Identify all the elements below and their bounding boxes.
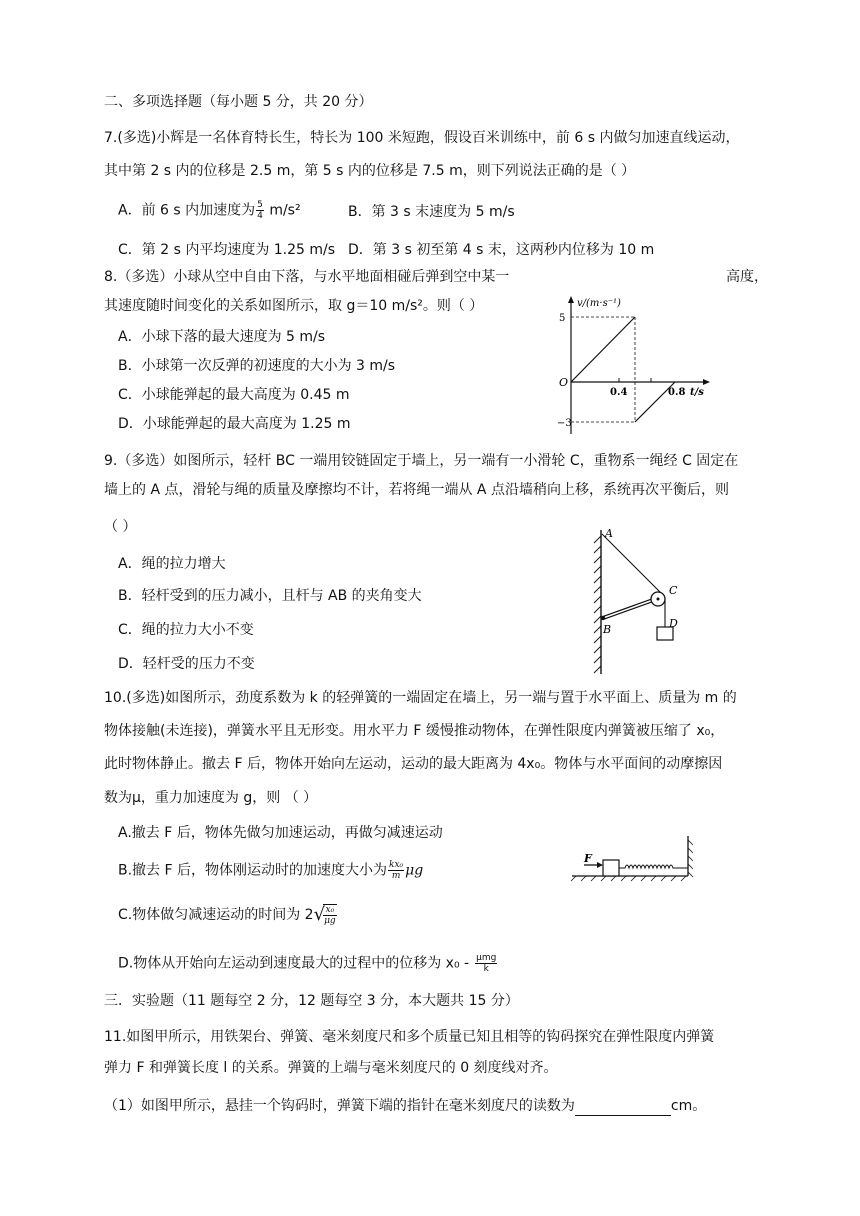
force-label: F [584,852,592,865]
q7-stem-line-1: 7.(多选)小辉是一名体育特长生，特长为 100 米短跑，假设百米训练中，前 6 s 内做匀加速直线运动， [104,130,740,146]
label-c: C [669,584,678,597]
q10-stem-line-2: 物体接触(未连接)，弹簧水平且无形变。用水平力 F 缓慢推动物体，在弹性限度内弹簧被压缩了 x₀， [104,723,725,739]
q7-option-a [118,200,301,221]
q9-option-d: D．轻杆受的压力不变 [118,656,255,672]
label-a: A [605,527,613,540]
q8-stem-line-1: 8.（多选）小球从空中自由下落，与水平地面相碰后弹到空中某一 [104,269,510,285]
q10-option-d-denominator: k [483,964,489,974]
q7-option-a-text: A．前 6 s 内加速度为 [118,202,256,219]
q11-sub-1 [104,1096,706,1116]
section-3-heading: 三．实验题（11 题每空 2 分，12 题每空 3 分，本大题共 15 分） [104,993,519,1009]
q8-stem-line-1-end: 高度， [726,269,768,285]
q9-option-b: B．轻杆受到的压力减小，且杆与 AB 的夹角变大 [118,588,422,604]
q7-option-a-denominator: 4 [257,211,263,221]
q10-stem-line-3: 此时物体静止。撤去 F 后，物体开始向左运动，运动的最大距离为 4x₀。物体与水平面间的动摩擦因 [104,756,723,772]
rod-bc-inner [603,599,656,618]
q7-option-a-unit: m/s² [264,202,301,219]
q11-sub-1-text: （1）如图甲所示，悬挂一个钩码时，弹簧下端的指针在毫米刻度尺的读数为 [104,1098,575,1114]
q10-stem-line-4: 数为μ，重力加速度为 g，则 （ ） [104,790,318,806]
rope-ac [602,534,662,594]
q10-option-b-numerator: kx₀ [389,860,404,870]
q10-option-c [118,904,338,926]
tick-label-5: 5 [559,313,566,324]
hinge-b [601,616,605,620]
q8-option-c: C．小球能弹起的最大高度为 0.45 m [118,387,350,403]
q10-option-d-fraction [475,953,497,974]
pulley-axle [657,598,660,601]
q10-option-b-denominator: m [391,871,401,881]
q10-spring-block-figure [570,832,695,884]
answer-blank[interactable] [575,1101,671,1116]
force-arrowhead [597,862,603,868]
q7-option-a-numerator: 5 [257,200,263,210]
q10-option-b-mu-g: μg [405,862,424,879]
v-axis-label: v/(m·s⁻¹) [577,298,621,309]
q10-option-b-text: B.撤去 F 后，物体刚运动时的加速度大小为 [118,862,388,879]
origin-label: O [559,376,569,389]
wall-hatching [594,536,601,673]
q11-stem-line-2: 弹力 F 和弹簧长度 l 的关系。弹簧的上端与毫米刻度尺的 0 刻度线对齐。 [104,1060,558,1076]
q10-option-d-text: D.物体从开始向左运动到速度最大的过程中的位移为 x₀ - [118,955,470,972]
q8-option-a: A．小球下落的最大速度为 5 m/s [118,329,326,345]
section-2-heading: 二、多项选择题（每小题 5 分，共 20 分） [104,94,373,110]
q11-stem-line-1: 11.如图甲所示，用铁架台、弹簧、毫米刻度尺和多个质量已知且相等的钩码探究在弹性限度内弹簧 [104,1029,715,1045]
q7-option-d: D．第 3 s 初至第 4 s 末，这两秒内位移为 10 m [348,242,655,258]
q10-option-c-denominator: μg [324,916,336,926]
q9-option-a: A．绳的拉力增大 [118,556,226,572]
block [603,860,619,876]
t-axis-arrow [703,379,710,385]
q10-stem-line-1: 10.(多选)如图所示，劲度系数为 k 的轻弹簧的一端固定在墙上，另一端与置于水平面上、质量为 m 的 [104,690,737,706]
falling-segment [571,317,635,382]
q9-option-c: C．绳的拉力大小不变 [118,622,254,638]
q7-option-b: B．第 3 s 末速度为 5 m/s [348,204,515,220]
q10-option-d-numerator: μmg [476,953,497,963]
q10-option-a: A.撤去 F 后，物体先做匀加速运动，再做匀减速运动 [118,825,443,841]
q9-rod-pulley-figure [585,526,690,678]
q10-option-b [118,860,423,881]
q10-option-d [118,953,498,974]
q8-velocity-time-graph [555,292,715,438]
ground-hatching [571,876,686,881]
tick-label-08: 0.8 [668,387,686,398]
q9-stem-line-2: 墙上的 A 点，滑轮与绳的质量及摩擦均不计，若将绳一端从 A 点沿墙稍向上移，系统再次平衡后，则 [104,482,729,498]
q8-option-d: D．小球能弹起的最大高度为 1.25 m [118,416,351,432]
tick-label-04: 0.4 [610,387,628,398]
q9-stem-line-3: （ ） [104,519,137,535]
v-axis-arrow [568,296,574,303]
q8-stem-line-2: 其速度随时间变化的关系如图所示，取 g＝10 m/s²。则（ ） [104,298,484,314]
label-d: D [669,617,678,630]
t-axis-label: t/s [690,387,704,398]
q7-stem-line-2: 其中第 2 s 内的位移是 2.5 m，第 5 s 内的位移是 7.5 m，则下列说法正确的是（ ） [104,163,636,179]
q9-stem-line-1: 9.（多选）如图所示，轻杆 BC 一端用铰链固定于墙上，另一端有一小滑轮 C，重物系一绳经 C 固定在 [104,453,739,469]
tick-label-minus3: −3 [557,418,572,429]
q10-option-c-fraction [323,904,337,926]
q8-option-b: B．小球第一次反弹的初速度的大小为 3 m/s [118,358,396,374]
label-b: B [603,623,612,636]
wall-hatching [688,840,693,877]
spring [619,865,688,868]
q10-option-b-fraction [388,860,404,881]
q10-option-c-numerator: x₀ [323,905,337,916]
q7-option-c: C．第 2 s 内平均速度为 1.25 m/s [118,242,336,258]
q11-sub-1-unit: cm。 [670,1098,707,1114]
q10-option-c-text: C.物体做匀减速运动的时间为 2 [118,907,314,923]
sqrt-sign: √ [313,904,326,925]
q7-option-a-fraction [256,200,264,221]
